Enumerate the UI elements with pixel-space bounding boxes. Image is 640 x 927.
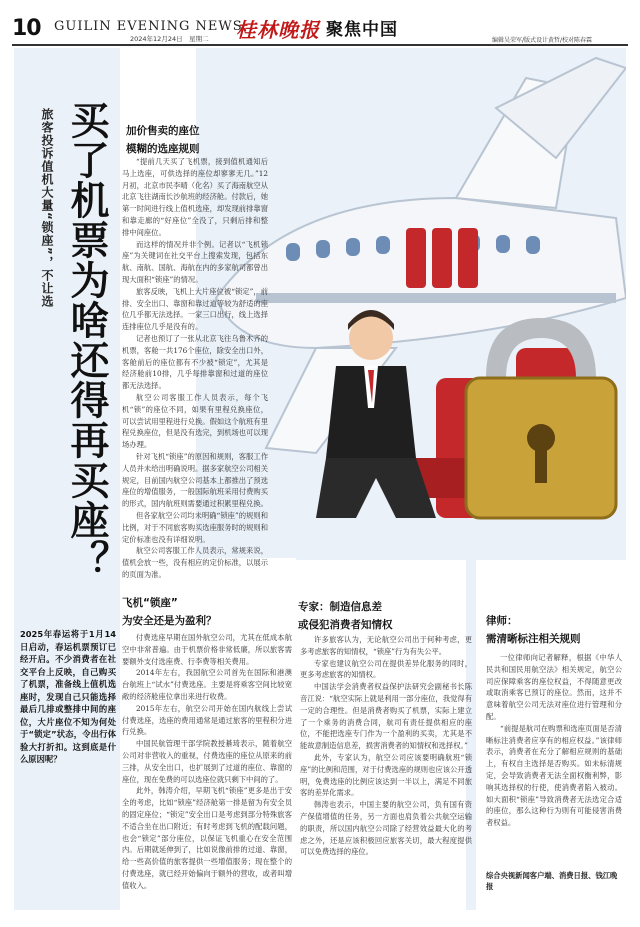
paragraph: 此外，韩涛介绍，早期飞机“锁座”更多是出于安全的考虑，比如“锁座”经济舱第一排是留为有安全员的固定座位；“锁定”安全出口是考虑到部分特殊旅客不适合坐在出口附近；有时考虑到飞机的配载问题，也会“锁定”部分座位，以保证飞机重心在安全范围内。后期就延伸到了，比如说像前排的过道、靠窗，给一些高价值的旅客提供一些增值服务；现在整个的付费选座，就已经开始偏向于额外的营收，或者叫增值收入。 xyxy=(122,786,292,890)
section-title: 聚焦中国 xyxy=(326,20,398,40)
section2-body xyxy=(122,632,292,904)
section3-heading-line1: 专家：制造信息差 xyxy=(298,601,382,613)
headline: 买了机票为啥还得再买座？ xyxy=(64,100,109,580)
subhead: 旅客投诉值机大量“锁座”，不让选 xyxy=(40,108,54,308)
paragraph: 专家也建议航空公司在提供差异化服务的同时，更多考虑旅客的知情权。 xyxy=(300,658,472,680)
section3-heading-line2: 或侵犯消费者知情权 xyxy=(298,619,393,631)
section1-heading-line2: 模糊的选座规则 xyxy=(126,143,200,155)
paragraph: 中国民航管理干部学院教授綦琦表示，随着航空公司对非营收入的重视，付费选座的座位从原来的前三排，从安全出口，也扩展到了过道的座位、靠窗的座位，现在免费的可以选座位就只剩下中间的了。 xyxy=(122,739,292,784)
newspaper-logo: 桂林晚报 xyxy=(236,18,320,42)
paper-name: GUILIN EVENING NEWS xyxy=(54,19,243,34)
masthead-rule xyxy=(12,44,628,46)
section1-body xyxy=(122,156,268,581)
paragraph: 一位律师向记者解释，根据《中华人民共和国民用航空法》相关规定，航空公司应保障乘客的座位权益，不得随意更改或取消乘客已预订的座位。然而，这并不意味着航空公司无法对座位进行管理和分配。 xyxy=(486,653,622,721)
paragraph: 中国法学会消费者权益保护法研究会副秘书长陈音江说：“航空实际上就是利用一部分座位，我觉得有一定的合理性。但是消费者购买了机票，实际上建立了一个乘务的消费合同，航司有责任提供相应的座位，不能把选座专门作为一个盈利的买卖，尤其是不能故意制造信息差，损害消费者的知情权和选择权。” xyxy=(300,682,472,751)
section4-heading-line1: 律师： xyxy=(486,615,518,627)
source-credit: 综合央视新闻客户端、消费日报、钱江晚报 xyxy=(486,871,618,891)
lead-paragraph: 2025年春运将于1月14日启动，春运机票预订已经开启。不少消费者在社交平台上反映，自己购买了机票，准备线上值机选座时，发现自己只能选择最后几排或整排中间的座位，大片座位不知为何处于“锁定”状态，令出行体验大打折扣。这到底是什么原因呢？ xyxy=(20,629,116,764)
paragraph: 航空公司客服工作人员表示，每个飞机“锁”的座位不同，如果有里程兑换座位，可以尝试用里程进行兑换。假如这个航班有里程兑换座位，但是没有选完，到机场也可以现场办理。 xyxy=(122,392,268,450)
paragraph: 付费选座早期在国外航空公司，尤其在低成本航空中非常普遍。由于机票价格非常低廉，所以旅客需要额外支付选座费、行李费等相关费用。 xyxy=(122,633,292,666)
paragraph: 航空公司客服工作人员表示，常规来说，值机会放一些，没有相应的定价标准，以展示的页面为准。 xyxy=(122,546,268,579)
paragraph: 许多旅客认为，无论航空公司出于何种考虑，更多考虑旅客的知情权，“锁座”行为有失公平。 xyxy=(300,635,472,656)
paragraph: 记者也预订了一张从北京飞往乌鲁木齐的机票，客舱一共176个座位，除安全出口外，客舱前后的座位都有不少被“锁定”，尤其是经济舱前10排，几乎每排靠窗和过道的座位都无法选择。 xyxy=(122,333,268,391)
section3-heading xyxy=(298,598,472,634)
section2-heading-line2: 为安全还是为盈利？ xyxy=(122,615,217,627)
paragraph: 而这样的情况并非个例。记者以“飞机锁座”为关键词在社交平台上搜索发现，包括东航、南航、国航、海航在内的多家航司都曾出现大面积“锁座”的情况。 xyxy=(122,239,268,284)
issue-date: 2024年12月24日 星期二 xyxy=(130,35,209,43)
editors-credit: 编辑吴荣军/版式设计黄哲/校对陈春霖 xyxy=(492,37,593,44)
paragraph: 此外，专家认为，航空公司应该要明确航班“锁座”的比例和范围，对于付费选座的规则也应该公开透明，免费选座的比例应该达到一半以上，满足不同旅客的差异化需求。 xyxy=(300,752,472,798)
section4-heading-line2: 需清晰标注相关规则 xyxy=(486,633,581,645)
paragraph: 2014年左右，我国航空公司首先在国际和港澳台航班上“试水”付费选座。主要是将乘客空间比较宽敞的经济舱座位拿出来进行收费。 xyxy=(122,668,292,701)
paragraph: 2015年左右，航空公司开始在国内航线上尝试付费选座，选座的费用通常是通过旅客的里程积分进行兑换。 xyxy=(122,703,292,737)
page-number: 10 xyxy=(12,16,41,41)
paragraph: “前提是航司在购票和选座页面是否清晰标注消费者应享有的相应权益。”该律师表示，消费者在充分了解相应规则的基础上，有权自主选择是否购买。如未标清规定，会导致消费者无法全面权衡利弊，影响其选择权的行使，使消费者陷入被动。如大面积“锁座”导致消费者无法选定合适的座位，那么这种行为则有可能侵害消费者权益。 xyxy=(486,723,622,828)
section4-heading xyxy=(486,612,626,648)
section1-heading-line1: 加价售卖的座位 xyxy=(126,125,200,137)
section3-body xyxy=(300,634,472,904)
paragraph: “提前几天买了飞机票，接到值机通知后马上选座，可供选择的座位却寥寥无几。”12月初，北京市民李晴（化名）买了海南航空从北京飞往湖南长沙航班的经济舱。付款后，她第一时间进行线上值机选座，却发现前排靠窗和靠走廊的“好座位”全没了，只剩后排和整排中间座位。 xyxy=(122,157,268,237)
section2-heading xyxy=(122,594,292,630)
paragraph: 但各家航空公司均未明确“锁座”的规则和比例，对于不同旅客购买选座服务时的规则和定价标准也没有详细说明。 xyxy=(122,510,268,544)
paragraph: 针对飞机“锁座”的原因和规则，客服工作人员并未给出明确说明。据多家航空公司相关规定，目前国内航空公司基本上都推出了预选座位的增值服务，一般国际航班采用付费购买的形式，国内航班则需要通过积累里程兑换。 xyxy=(122,451,268,509)
paragraph: 旅客反映，飞机上大片座位被“锁定”，前排、安全出口、靠窗和靠过道等较为舒适的座位几乎都无法选择。一家三口出行，线上选择连排座位几乎是没有的。 xyxy=(122,286,268,332)
section2-heading-line1: 飞机“锁座” xyxy=(122,597,178,609)
paragraph: 韩涛也表示，中国主要的航空公司，负有国有资产保值增值的任务，另一方面也肩负着公共航空运输的职责，所以国内航空公司除了经营效益最大化的考虑之外，还是应该积极回应旅客关切，最大程度提供可以免费选择的座位。 xyxy=(300,800,472,857)
section1-heading xyxy=(126,122,296,158)
section4-body xyxy=(486,652,622,866)
